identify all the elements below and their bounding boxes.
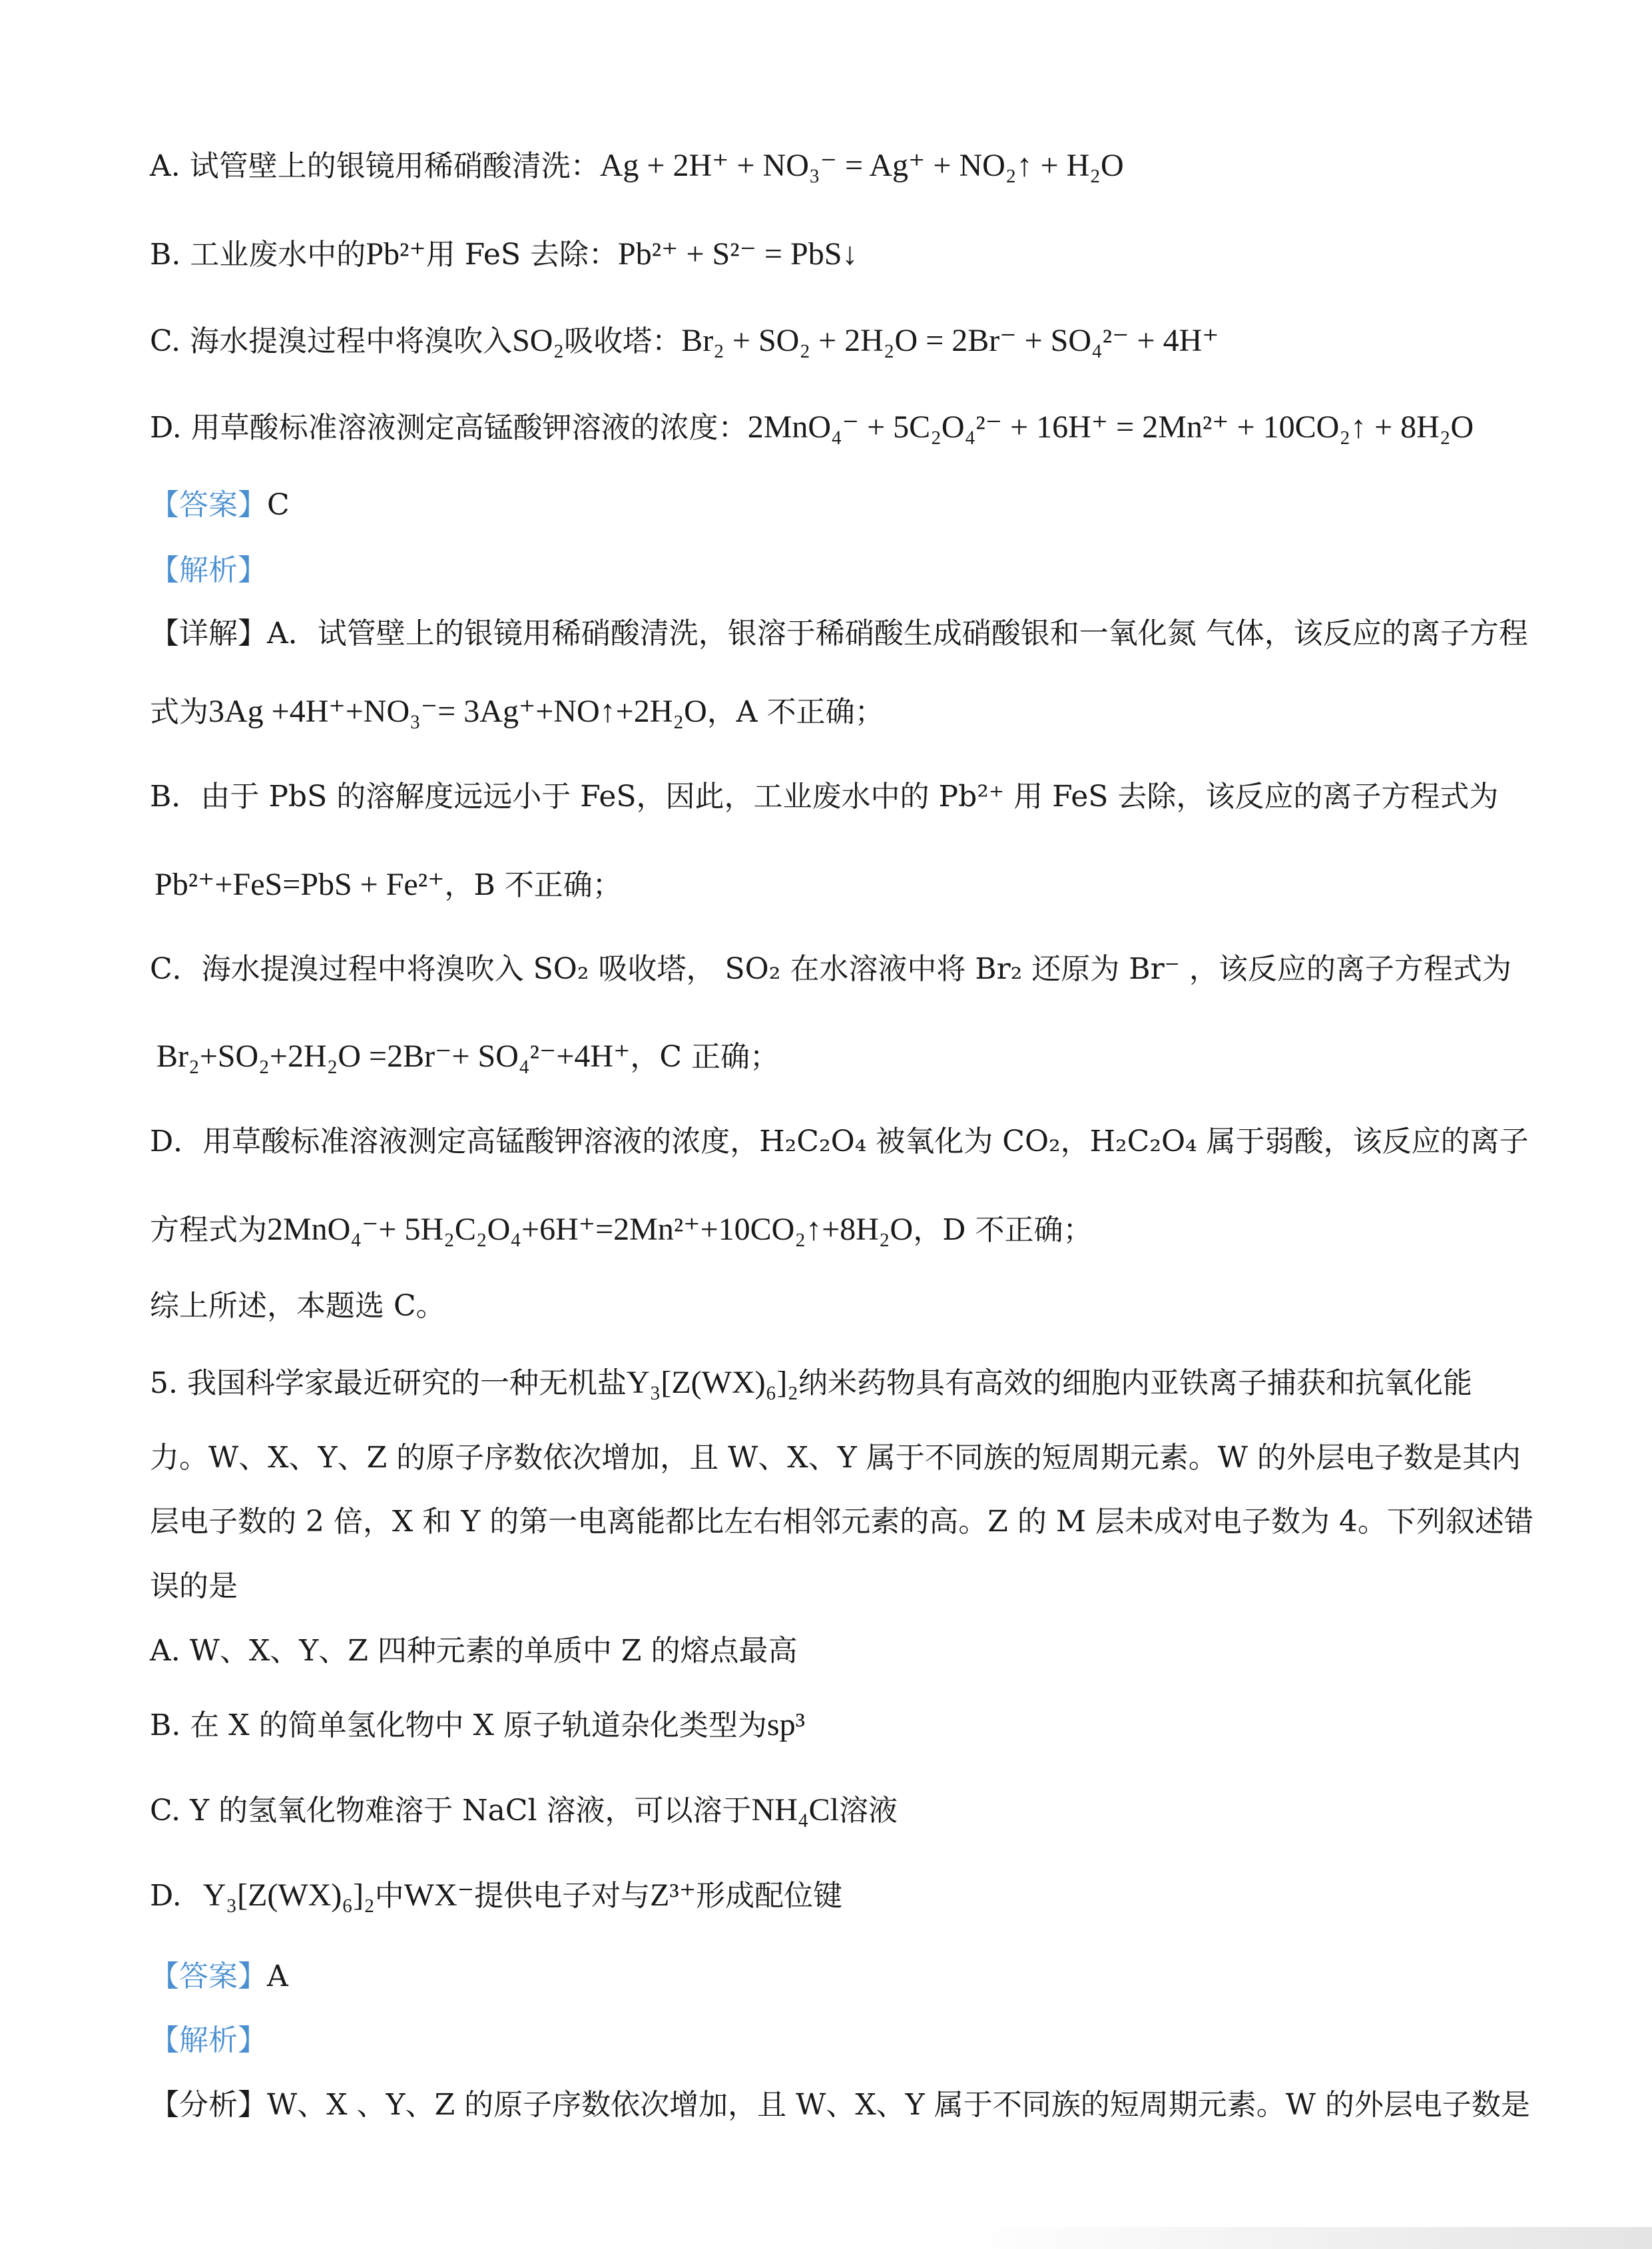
q5-answer-label: 【答案】 — [150, 1959, 267, 1993]
q4-option-c-mid: 吸收塔： — [564, 324, 682, 358]
q5-option-d-formula: Y₃[Z(WX)₆]₂ — [202, 1877, 375, 1913]
q5-stem-line3: 层电子数的 2 倍，X 和 Y 的第一电离能都比左右相邻元素的高。Z 的 M 层未成对电子数为 4。下列叙述错 — [150, 1505, 1533, 1539]
q4-detail-d-line2 — [150, 1214, 1092, 1246]
q5-option-b — [150, 1709, 805, 1741]
q5-option-c-nh4cl: NH₄Cl — [751, 1792, 839, 1828]
q5-fenxi — [150, 2088, 1530, 2122]
q4-detail-b-equation: Pb²⁺+FeS=PbS + Fe²⁺ — [154, 867, 445, 902]
q5-option-d — [150, 1879, 842, 1911]
q4-answer-label: 【答案】 — [150, 488, 267, 522]
q4-option-b — [150, 238, 858, 270]
q5-option-a: A. W、X、Y、Z 四种元素的单质中 Z 的熔点最高 — [150, 1634, 798, 1668]
q5-fenxi-label: 【分析】 — [150, 2088, 267, 2122]
q5-fenxi-text: W、X 、Y、Z 的原子序数依次增加，且 W、X、Y 属于不同族的短周期元素。W 的外层电子数是 — [267, 2088, 1530, 2122]
q4-option-d-text: D. 用草酸标准溶液测定高锰酸钾溶液的浓度： — [150, 411, 748, 445]
q4-option-c-so2: SO₂ — [512, 323, 565, 358]
q5-stem-formula: Y₃[Z(WX)₆]₂ — [626, 1365, 799, 1400]
q5-option-c — [150, 1794, 898, 1826]
q5-stem-pre: 5. 我国科学家最近研究的一种无机盐 — [150, 1366, 627, 1400]
q5-option-b-text: B. 在 X 的简单氢化物中 X 原子轨道杂化类型为 — [150, 1708, 767, 1742]
q5-option-d-mid: 中 — [374, 1879, 404, 1913]
q4-detail-a-line2 — [150, 696, 884, 728]
q4-detail-b-line1: B．由于 PbS 的溶解度远远小于 FeS，因此，工业废水中的 Pb²⁺ 用 FeS 去除，该反应的离子方程式为 — [150, 780, 1499, 814]
q4-option-d — [150, 411, 1474, 443]
q5-stem-line1 — [150, 1367, 1472, 1399]
q5-answer-value: A — [267, 1959, 288, 1993]
q4-detail-a-text: A．试管壁上的银镜用稀硝酸清洗，银溶于稀硝酸生成硝酸银和一氧化氮 气体，该反应的离子方程 — [267, 617, 1528, 650]
q4-option-d-equation: 2MnO₄⁻ + 5C₂O₄²⁻ + 16H⁺ = 2Mn²⁺ + 10CO₂↑ + 8H₂O — [747, 409, 1474, 445]
q5-stem-post: 纳米药物具有高效的细胞内亚铁离子捕获和抗氧化能 — [798, 1366, 1473, 1400]
q4-detail-b-line2 — [154, 869, 622, 901]
q5-stem-line2: 力。W、X、Y、Z 的原子序数依次增加，且 W、X、Y 属于不同族的短周期元素。W 的外层电子数是其内 — [150, 1441, 1521, 1475]
q5-option-c-text: C. Y 的氢氧化物难溶于 NaCl 溶液，可以溶于 — [150, 1794, 752, 1828]
footer-watermark-fade — [959, 2227, 1652, 2249]
q4-detail-a-line1 — [150, 619, 1528, 648]
q4-detail-d-line1: D．用草酸标准溶液测定高锰酸钾溶液的浓度，H₂C₂O₄ 被氧化为 CO₂，H₂C₂O₄ 属于弱酸，该反应的离子 — [150, 1124, 1529, 1158]
q5-option-d-wx: WX⁻ — [404, 1877, 475, 1913]
q4-option-b-ion: Pb²⁺ — [366, 236, 426, 272]
q5-option-d-mid2: 提供电子对与 — [474, 1879, 651, 1913]
q4-option-a — [150, 150, 1124, 182]
q5-option-b-sp3: sp³ — [766, 1707, 805, 1742]
q5-answer — [150, 1959, 288, 1993]
q4-summary: 综上所述，本题选 C。 — [150, 1289, 445, 1323]
q4-option-a-equation: Ag + 2H⁺ + NO₃⁻ = Ag⁺ + NO₂↑ + H₂O — [599, 148, 1124, 183]
q4-detail-a-equation: 3Ag +4H⁺+NO₃⁻= 3Ag⁺+NO↑+2H₂O — [208, 694, 707, 729]
q4-detail-c-line1: C．海水提溴过程中将溴吹入 SO₂ 吸收塔， SO₂ 在水溶液中将 Br₂ 还原为 Br⁻ ，该反应的离子方程式为 — [150, 952, 1512, 986]
q5-option-d-letter: D. — [150, 1879, 182, 1913]
q4-answer-value: C — [267, 488, 290, 522]
q4-option-c-equation: Br₂ + SO₂ + 2H₂O = 2Br⁻ + SO₄²⁻ + 4H⁺ — [681, 323, 1219, 358]
q4-detail-b-post: ，B 不正确； — [444, 868, 622, 902]
q4-detail-c-post: ，C 正确； — [630, 1040, 780, 1074]
q5-option-c-post: 溶液 — [838, 1794, 898, 1828]
q4-answer — [150, 488, 290, 522]
q5-analysis-label: 【解析】 — [150, 2023, 267, 2057]
q4-detail-a-pre: 式为 — [150, 695, 208, 729]
q4-detail-d-pre: 方程式为 — [150, 1213, 267, 1247]
q5-stem-line4: 误的是 — [150, 1569, 238, 1603]
q4-option-b-text: B. 工业废水中的 — [150, 238, 366, 272]
q5-option-d-post: 形成配位键 — [696, 1879, 843, 1913]
q4-detail-a-post: ，A 不正确； — [706, 695, 884, 729]
q4-option-c — [150, 325, 1219, 357]
q4-option-b-equation: Pb²⁺ + S²⁻ = PbS↓ — [618, 236, 858, 272]
q4-detail-c-line2 — [156, 1041, 779, 1073]
q4-detail-c-equation: Br₂+SO₂+2H₂O =2Br⁻+ SO₄²⁻+4H⁺ — [156, 1039, 631, 1074]
q4-detail-d-equation: 2MnO₄⁻+ 5H₂C₂O₄+6H⁺=2Mn²⁺+10CO₂↑+8H₂O — [267, 1212, 914, 1247]
q4-option-a-text: A. 试管壁上的银镜用稀硝酸清洗： — [150, 149, 600, 183]
q4-detail-label: 【详解】 — [150, 617, 267, 650]
q4-analysis-label: 【解析】 — [150, 553, 267, 587]
q5-option-d-z3: Z³⁺ — [650, 1877, 696, 1913]
q4-option-c-text: C. 海水提溴过程中将溴吹入 — [150, 324, 513, 358]
q4-option-b-mid: 用 FeS 去除： — [425, 238, 619, 272]
q4-detail-d-post: ，D 不正确； — [913, 1213, 1093, 1247]
